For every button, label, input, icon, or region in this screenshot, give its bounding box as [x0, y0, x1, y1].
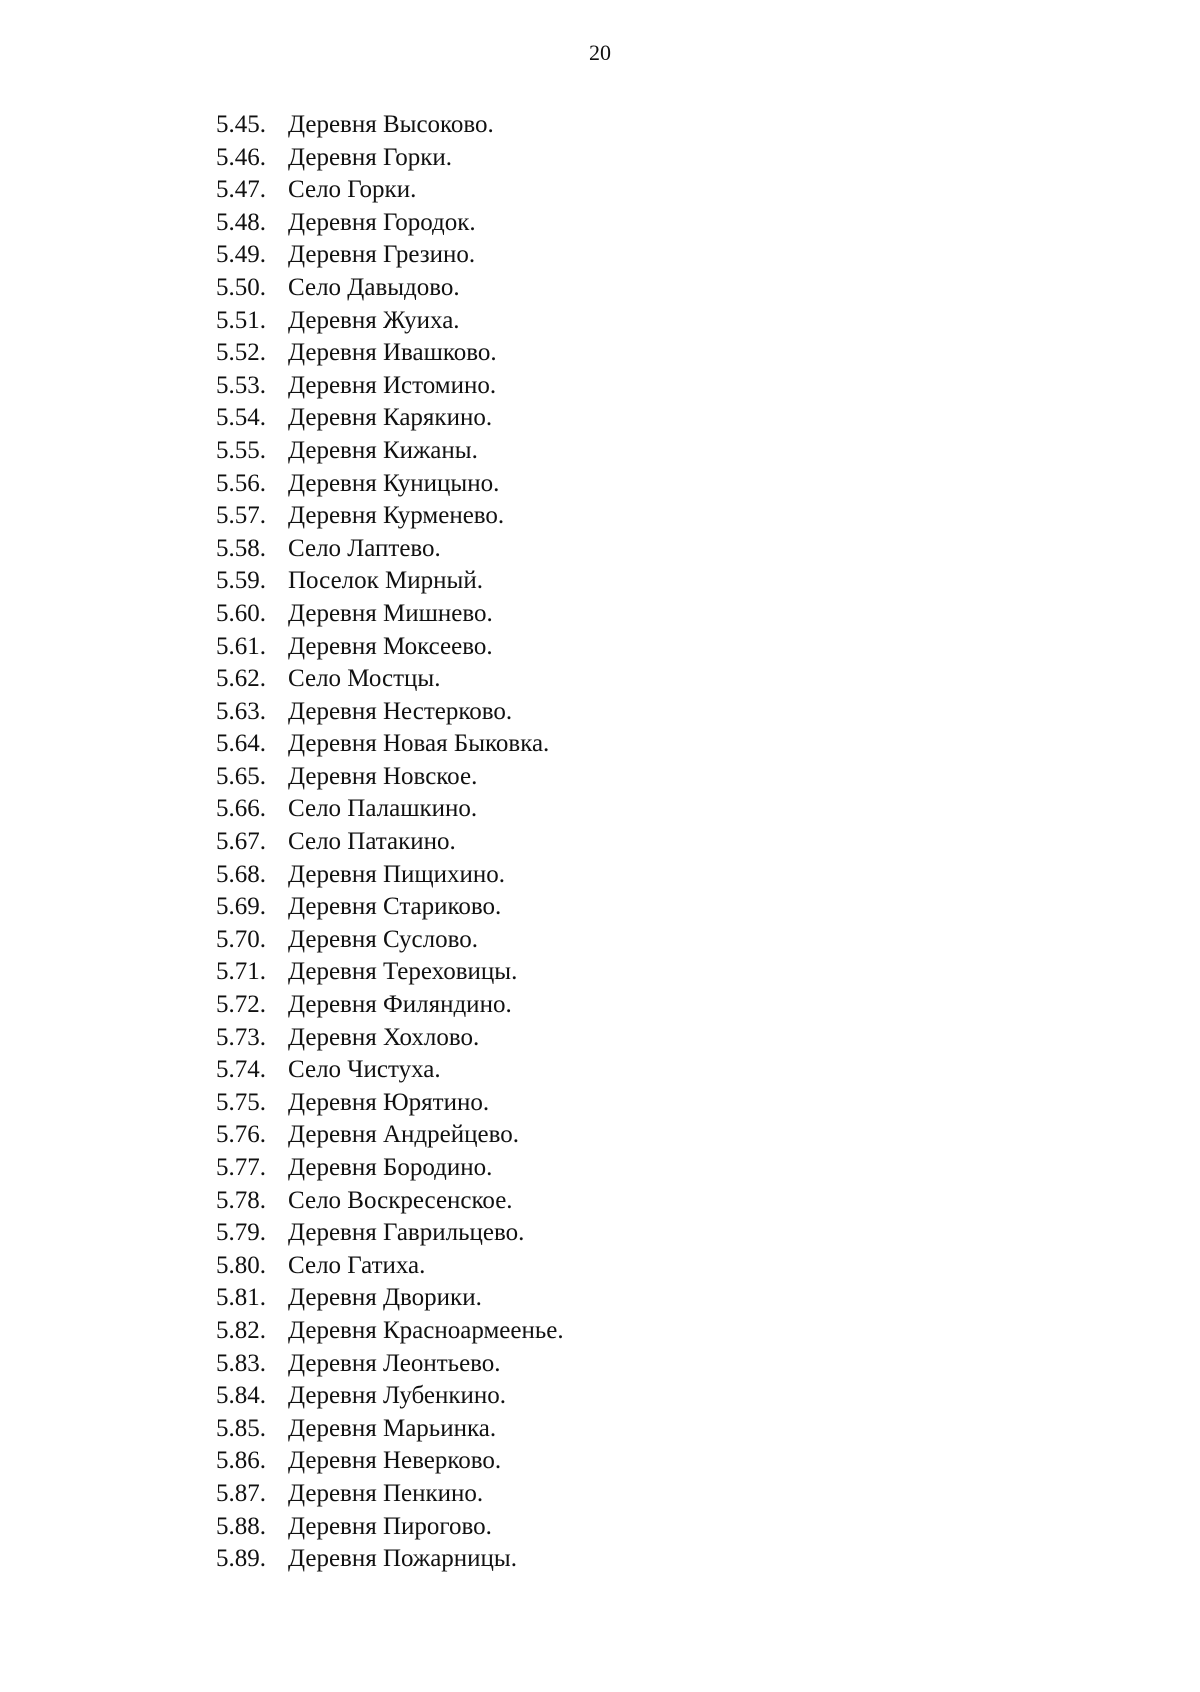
item-text: Село Мостцы.	[288, 665, 441, 693]
list-item	[216, 1152, 564, 1185]
list-item	[216, 468, 564, 501]
list-item	[216, 1511, 564, 1544]
item-text: Деревня Леонтьево.	[288, 1349, 501, 1377]
list-item	[216, 174, 564, 207]
list-item	[216, 239, 564, 272]
list-item	[216, 989, 564, 1022]
item-number: 5.73.	[216, 1023, 266, 1051]
item-text: Деревня Филяндино.	[288, 991, 512, 1019]
list-item	[216, 1119, 564, 1152]
item-text: Село Чистуха.	[288, 1056, 441, 1084]
item-text: Село Патакино.	[288, 828, 456, 856]
item-number: 5.56.	[216, 469, 266, 497]
list-item	[216, 337, 564, 370]
list-item	[216, 924, 564, 957]
item-text: Деревня Красноармеенье.	[288, 1316, 564, 1344]
item-text: Деревня Бородино.	[288, 1154, 493, 1181]
item-text: Деревня Моксеево.	[288, 632, 493, 660]
item-number: 5.64.	[216, 730, 266, 758]
item-number: 5.80.	[216, 1251, 266, 1279]
item-number: 5.76.	[216, 1121, 266, 1149]
item-text: Деревня Пирогово.	[288, 1512, 492, 1540]
item-text: Деревня Андрейцево.	[288, 1121, 519, 1149]
item-text: Деревня Лубенкино.	[288, 1382, 507, 1410]
item-text: Деревня Гаврильцево.	[288, 1219, 525, 1247]
list-item	[216, 435, 564, 468]
item-number: 5.89.	[216, 1545, 266, 1573]
item-text: Село Палашкино.	[288, 795, 478, 823]
item-number: 5.54.	[216, 404, 266, 432]
item-number: 5.48.	[216, 208, 266, 236]
item-number: 5.85.	[216, 1414, 266, 1442]
item-number: 5.86.	[216, 1447, 266, 1475]
item-text: Деревня Новая Быковка.	[288, 730, 550, 758]
list-item	[216, 1315, 564, 1348]
item-number: 5.47.	[216, 176, 266, 204]
item-text: Деревня Пожарницы.	[288, 1545, 517, 1573]
item-text: Деревня Карякино.	[288, 404, 493, 432]
list-item	[216, 272, 564, 305]
list-item	[216, 728, 564, 761]
item-text: Деревня Куницыно.	[288, 469, 500, 497]
item-number: 5.49.	[216, 241, 266, 269]
item-number: 5.87.	[216, 1479, 266, 1507]
item-number: 5.58.	[216, 534, 266, 562]
list-item	[216, 891, 564, 924]
list-item	[216, 1478, 564, 1511]
item-number: 5.82.	[216, 1316, 266, 1344]
item-number: 5.52.	[216, 339, 266, 367]
list-item	[216, 565, 564, 598]
list-item	[216, 1543, 564, 1576]
list-item	[216, 956, 564, 989]
item-text: Деревня Истомино.	[288, 371, 497, 399]
item-number: 5.72.	[216, 991, 266, 1019]
item-number: 5.50.	[216, 273, 266, 301]
item-text: Деревня Юрятино.	[288, 1088, 490, 1116]
item-number: 5.46.	[216, 143, 266, 171]
item-number: 5.59.	[216, 567, 266, 595]
item-number: 5.77.	[216, 1154, 266, 1181]
list-item	[216, 1185, 564, 1218]
list-item	[216, 305, 564, 338]
item-text: Деревня Нестерково.	[288, 697, 513, 725]
item-text: Деревня Мишнево.	[288, 599, 493, 627]
item-text: Деревня Горки.	[288, 143, 453, 171]
item-text: Село Гатиха.	[288, 1251, 426, 1279]
item-number: 5.62.	[216, 665, 266, 693]
list-item	[216, 402, 564, 435]
item-text: Поселок Мирный.	[288, 567, 483, 595]
list-item	[216, 1217, 564, 1250]
list-item	[216, 109, 564, 142]
item-text: Село Горки.	[288, 176, 417, 204]
item-text: Деревня Пенкино.	[288, 1479, 484, 1507]
list-item	[216, 859, 564, 892]
item-text: Деревня Городок.	[288, 208, 476, 236]
item-number: 5.68.	[216, 860, 266, 888]
item-number: 5.69.	[216, 893, 266, 921]
item-text: Деревня Марьинка.	[288, 1414, 497, 1442]
list-item	[216, 1445, 564, 1478]
list-item	[216, 207, 564, 240]
item-text: Деревня Неверково.	[288, 1447, 502, 1475]
item-number: 5.65.	[216, 762, 266, 790]
list-item	[216, 663, 564, 696]
item-text: Деревня Тереховицы.	[288, 958, 518, 986]
list-item	[216, 826, 564, 859]
settlement-list	[216, 109, 564, 1576]
item-text: Село Давыдово.	[288, 273, 460, 301]
list-item	[216, 142, 564, 175]
item-number: 5.78.	[216, 1186, 266, 1214]
list-item	[216, 1250, 564, 1283]
item-text: Село Лаптево.	[288, 534, 441, 562]
list-item	[216, 793, 564, 826]
item-number: 5.63.	[216, 697, 266, 725]
item-text: Деревня Курменево.	[288, 502, 505, 530]
list-item	[216, 370, 564, 403]
list-item	[216, 696, 564, 729]
list-item	[216, 1380, 564, 1413]
item-number: 5.51.	[216, 306, 266, 334]
item-text: Деревня Пищихино.	[288, 860, 506, 888]
item-number: 5.53.	[216, 371, 266, 399]
list-item	[216, 761, 564, 794]
page-number: 20	[589, 40, 611, 65]
item-number: 5.75.	[216, 1088, 266, 1116]
item-number: 5.71.	[216, 958, 266, 986]
list-item	[216, 1022, 564, 1055]
item-text: Деревня Новское.	[288, 762, 478, 790]
item-number: 5.57.	[216, 502, 266, 530]
list-item	[216, 1282, 564, 1315]
item-number: 5.45.	[216, 111, 266, 138]
item-number: 5.74.	[216, 1056, 266, 1084]
item-number: 5.60.	[216, 599, 266, 627]
item-number: 5.55.	[216, 436, 266, 464]
list-item	[216, 1348, 564, 1381]
item-text: Деревня Хохлово.	[288, 1023, 480, 1051]
list-item	[216, 1087, 564, 1120]
item-number: 5.79.	[216, 1219, 266, 1247]
item-text: Село Воскресенское.	[288, 1186, 513, 1214]
item-text: Деревня Дворики.	[288, 1284, 482, 1312]
item-number: 5.70.	[216, 925, 266, 953]
list-item	[216, 598, 564, 631]
item-number: 5.61.	[216, 632, 266, 660]
list-item	[216, 1054, 564, 1087]
item-number: 5.66.	[216, 795, 266, 823]
list-item	[216, 533, 564, 566]
item-number: 5.88.	[216, 1512, 266, 1540]
list-item	[216, 1413, 564, 1446]
item-text: Деревня Суслово.	[288, 925, 478, 953]
item-number: 5.83.	[216, 1349, 266, 1377]
item-text: Деревня Ивашково.	[288, 339, 497, 367]
item-number: 5.84.	[216, 1382, 266, 1410]
item-text: Деревня Высоково.	[288, 111, 494, 138]
item-text: Деревня Кижаны.	[288, 436, 478, 464]
item-text: Деревня Грезино.	[288, 241, 476, 269]
list-item	[216, 500, 564, 533]
item-text: Деревня Жуиха.	[288, 306, 460, 334]
item-number: 5.81.	[216, 1284, 266, 1312]
item-text: Деревня Стариково.	[288, 893, 502, 921]
item-number: 5.67.	[216, 828, 266, 856]
list-item	[216, 631, 564, 664]
